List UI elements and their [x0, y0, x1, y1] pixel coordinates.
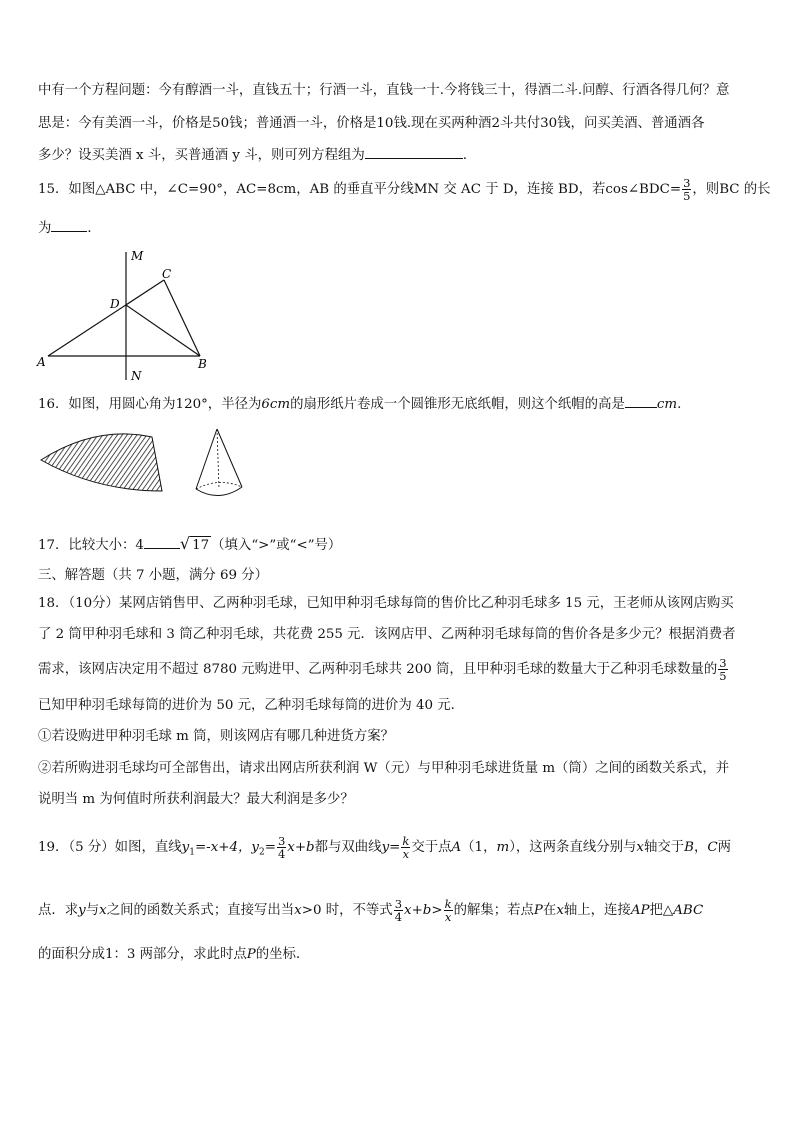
- q19-frac-2-num: k: [402, 834, 410, 848]
- q19-frac-2-den: x: [402, 847, 410, 861]
- q15-text-b: ，则BC 的长: [692, 182, 771, 197]
- q19-l2q: ABC: [673, 903, 704, 918]
- q19-xb: x+b: [287, 840, 315, 855]
- q19-frac-4-den: x: [444, 910, 452, 924]
- q18-line-1: 18．（10分）某网店销售甲、乙两种羽毛球，已知甲种羽毛球每筒的售价比乙种羽毛球多 15 元，王老师从该网店购买: [38, 596, 734, 611]
- q16-line: [38, 395, 681, 414]
- cone-axis: [217, 429, 219, 489]
- q19-text-d: （1，: [461, 840, 497, 855]
- section-3-heading: 三、解答题（共 7 小题，满分 69 分）: [38, 568, 269, 583]
- q17-text-b: （填入“>”或“<”号）: [211, 538, 342, 553]
- cone-right-edge: [217, 429, 242, 487]
- q19-line-3: [38, 946, 309, 964]
- q17-text-a: 17．比较大小：4: [38, 538, 144, 553]
- sqrt-symbol: √: [179, 534, 191, 553]
- q19-l2i: >: [431, 903, 443, 918]
- q15-line-2: [38, 219, 101, 238]
- q19-point-c: C: [707, 840, 718, 855]
- q16-text-a: 16．如图，用圆心角为120°，半径为: [38, 397, 262, 412]
- q18-line-4: 已知甲种羽毛球每筒的进价为 50 元，乙种羽毛球每筒的进价为 40 元．: [38, 698, 465, 713]
- q16-answer-blank[interactable]: [625, 395, 657, 408]
- q19-line-2: [38, 898, 703, 923]
- q18-fraction: [718, 657, 727, 682]
- q15-fraction: [682, 177, 691, 202]
- q19-frac-3-num: 3: [394, 897, 403, 911]
- q19-l2a: 点．求: [38, 903, 79, 918]
- db-segment: [126, 305, 200, 356]
- q18-line-5: ①若设购进甲种羽毛球 m 筒，则该网店有哪几种进货方案？: [38, 729, 394, 744]
- q19-l2n: 轴上，连接: [563, 903, 631, 918]
- q19-text-e: ），这两条直线分别与: [509, 840, 637, 855]
- q18-line-2: 了 2 筒甲种羽毛球和 3 筒乙种羽毛球，共花费 255 元．该网店甲、乙两种羽毛球每筒的售价各是多少元？根据消费者: [38, 627, 736, 642]
- q16-radius: 6cm: [261, 397, 291, 412]
- q15-text-d: ．: [87, 221, 101, 236]
- q14-line-3: [38, 146, 467, 165]
- q19-frac-2: [401, 835, 410, 860]
- q19-l2j: 的解集；若点: [453, 903, 534, 918]
- q17-answer-blank[interactable]: [144, 536, 180, 549]
- q19-m: m: [496, 840, 510, 855]
- q19-y-eq: y=: [381, 840, 401, 855]
- q19-l3b: P: [246, 947, 256, 962]
- q19-l2e: 之间的函数关系式；直接写出当: [106, 903, 295, 918]
- q18-frac-num: 3: [719, 656, 727, 670]
- q18-line-3-text: 需求，该网店决定用不超过 8780 元购进甲、乙两种羽毛球共 200 筒，且甲种羽毛球的数量大于乙种羽毛球数量的: [38, 662, 718, 677]
- q19-frac-1-num: 3: [277, 834, 286, 848]
- q19-text-c: 交于点: [411, 840, 452, 855]
- q19-line-1: [38, 835, 731, 862]
- q19-y1-sub: 1: [189, 847, 195, 858]
- q19-frac-1: [277, 835, 286, 860]
- q15-line-1: [38, 177, 771, 202]
- q19-text-b: 都与双曲线: [314, 840, 382, 855]
- q15-text-c: 为: [38, 221, 52, 236]
- q19-point-b: B: [684, 840, 694, 855]
- q14-line-1: 中有一个方程问题：今有醇酒一斗，直钱五十；行酒一斗，直钱一十.今将钱三十，得酒二斗.问醇、行酒各得几何？意: [38, 83, 730, 98]
- q19-l2k: P: [533, 903, 543, 918]
- q19-l2f: x: [294, 903, 302, 918]
- q15-answer-blank[interactable]: [51, 219, 87, 232]
- q19-l2g: >0 时，不等式: [301, 903, 393, 918]
- q19-eq: =: [264, 840, 276, 855]
- cb-segment: [164, 280, 200, 356]
- q15-figure: [34, 248, 218, 384]
- q19-l2d: x: [99, 903, 107, 918]
- q19-l2m: x: [556, 903, 564, 918]
- q19-text-g: 两: [717, 840, 732, 855]
- q19-l3c: 的坐标．: [255, 947, 310, 962]
- label-c: C: [162, 267, 172, 281]
- q18-frac-den: 5: [719, 669, 727, 683]
- q16-figure: [36, 425, 256, 515]
- q19-frac-3: [394, 898, 403, 923]
- q19-frac-1-den: 4: [277, 847, 286, 861]
- q16-unit: cm: [656, 397, 678, 412]
- q17-radicand: 17: [192, 538, 210, 553]
- q19-y2: y: [251, 840, 259, 855]
- q14-period: .: [462, 148, 468, 163]
- label-n: N: [131, 369, 142, 383]
- q14-line-2: 思是：今有美酒一斗，价格是50钱；普通酒一斗，价格是10钱.现在买两种酒2斗共付30钱，问买美酒、普通酒各: [38, 116, 705, 131]
- label-d: D: [110, 297, 120, 311]
- q19-comma: ，: [693, 840, 708, 855]
- q15-frac-num: 3: [683, 176, 691, 190]
- q19-l2l: 在: [542, 903, 557, 918]
- q19-frac-4: [444, 898, 453, 923]
- cone-left-edge: [196, 429, 217, 489]
- q19-y1: y: [181, 840, 190, 855]
- q18-line-7: 说明当 m 为何值时所获利润最大？最大利润是多少？: [38, 792, 354, 807]
- q17-line: [38, 535, 341, 555]
- q14-line-3-text: 多少？设买美酒 x 斗，买普通酒 y 斗，则可列方程组为: [38, 148, 365, 163]
- label-b: B: [198, 357, 207, 371]
- q19-y1-expr: =-x+4，: [194, 840, 252, 855]
- q18-line-3: [38, 657, 729, 682]
- label-m: M: [131, 249, 144, 263]
- q15-text-a: 15．如图△ABC 中，∠C=90°，AC=8cm，AB 的垂直平分线MN 交 AC 于 D，连接 BD，若cos∠BDC=: [38, 182, 682, 197]
- q19-l2o: AP: [630, 903, 650, 918]
- q19-l2h: x+b: [404, 903, 432, 918]
- q19-point-a: A: [451, 840, 462, 855]
- sector-paper: [41, 434, 162, 491]
- q19-frac-4-num: k: [444, 897, 452, 911]
- q19-l2b: y: [78, 903, 86, 918]
- q19-l2p: 把△: [649, 903, 674, 918]
- q16-period: .: [677, 397, 682, 412]
- label-a: A: [37, 355, 46, 369]
- q18-line-6: ②若所购进羽毛球均可全部售出，请求出网店所获利润 W（元）与甲种羽毛球进货量 m（筒）之间的函数关系式，并: [38, 761, 730, 776]
- q15-frac-den: 5: [683, 189, 691, 203]
- q19-x-1: x: [636, 840, 644, 855]
- q19-l2c: 与: [85, 903, 100, 918]
- cone-base-front: [196, 487, 242, 496]
- q19-l3a: 的面积分成1：3 两部分，求此时点: [38, 947, 247, 962]
- ac-segment: [48, 280, 164, 356]
- q19-text-f: 轴交于: [643, 840, 685, 855]
- q19-frac-3-den: 4: [394, 910, 403, 924]
- q16-text-c: 的扇形纸片卷成一个圆锥形无底纸帽，则这个纸帽的高是: [290, 397, 625, 412]
- q19-text-a: 19．（5 分）如图，直线: [38, 840, 182, 855]
- q14-answer-blank[interactable]: [365, 146, 463, 159]
- q19-y2-sub: 2: [258, 847, 265, 858]
